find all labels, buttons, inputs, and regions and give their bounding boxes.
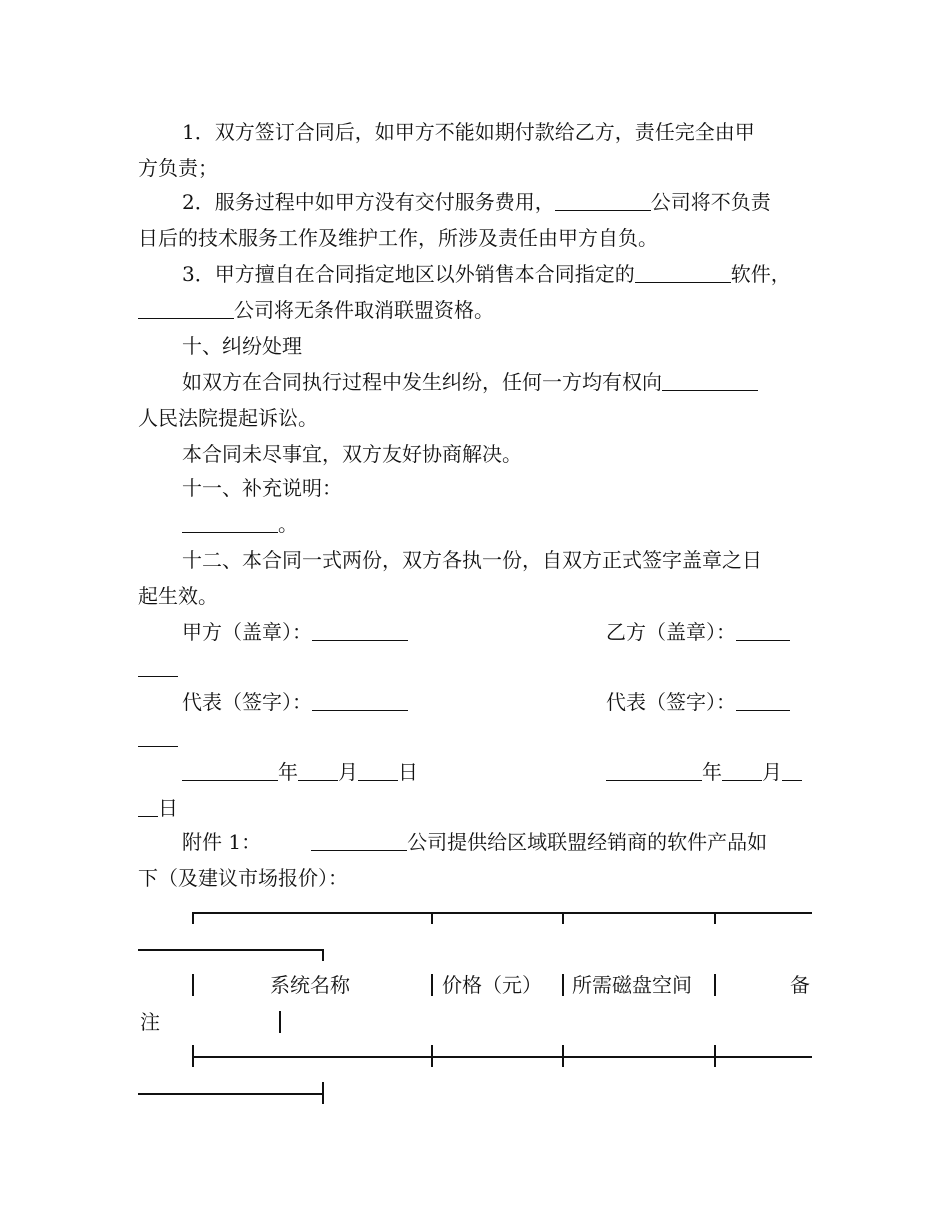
- effect-line-1: [138, 546, 862, 574]
- day-label: 日: [398, 760, 418, 784]
- day-label: 日: [158, 796, 178, 820]
- dispute-line-1: [138, 368, 862, 396]
- table-tick: [562, 912, 564, 924]
- party-b-seal-blank[interactable]: [736, 620, 790, 641]
- company-blank[interactable]: [555, 190, 651, 211]
- rep-b-line-cont: [138, 724, 818, 752]
- date-b-month-blank[interactable]: [722, 760, 762, 781]
- attachment-company-blank[interactable]: [311, 830, 407, 851]
- effect-text-cont: 起生效。: [138, 584, 218, 608]
- software-blank[interactable]: [635, 262, 731, 283]
- dispute-note-text: 本合同未尽事宜，双方友好协商解决。: [182, 442, 522, 466]
- date-a-month-blank[interactable]: [298, 760, 338, 781]
- dispute-heading: [138, 332, 862, 360]
- rep-b-line: [606, 688, 790, 716]
- company-blank[interactable]: [138, 298, 234, 319]
- dispute-text-cont: 人民法院提起诉讼。: [138, 406, 318, 430]
- year-label: 年: [702, 760, 722, 784]
- dispute-heading-text: 十、纠纷处理: [182, 334, 302, 358]
- rep-b-blank-cont[interactable]: [138, 726, 178, 747]
- date-b-day-blank-cont[interactable]: [138, 796, 158, 817]
- attachment-text: 公司提供给区域联盟经销商的软件产品如: [407, 830, 768, 854]
- supplement-heading: [138, 474, 862, 502]
- clause-3-text-cont: 公司将无条件取消联盟资格。: [234, 298, 494, 322]
- date-b-day-blank[interactable]: [782, 760, 802, 781]
- table-col-divider: [562, 974, 564, 996]
- clause-3-text-tail: 软件，: [730, 262, 791, 286]
- date-a-year-blank[interactable]: [182, 760, 278, 781]
- party-b-seal-line: [606, 618, 790, 646]
- table-top-border: [192, 912, 812, 914]
- clause-2-line-2: [138, 224, 818, 252]
- month-label: 月: [762, 760, 782, 784]
- table-cross: [562, 1045, 564, 1067]
- party-b-seal-line-cont: [138, 654, 818, 682]
- clause-1-text-cont: 方负责；: [138, 156, 218, 180]
- table-tick: [714, 912, 716, 924]
- clause-2-text-cont: 日后的技术服务工作及维护工作，所涉及责任由甲方自负。: [138, 226, 658, 250]
- table-corner-top-left: [192, 912, 194, 924]
- date-b-line: [606, 758, 802, 786]
- table-col-divider: [279, 1011, 281, 1033]
- party-a-seal-label: 甲方（盖章）：: [182, 620, 312, 644]
- date-b-year-blank[interactable]: [606, 760, 702, 781]
- dispute-text: 如双方在合同执行过程中发生纠纷，任何一方均有权向: [182, 370, 662, 394]
- supplement-heading-text: 十一、补充说明：: [182, 476, 342, 500]
- clause-2-text-tail: 公司将不负责: [650, 190, 771, 214]
- table-col-divider: [714, 974, 716, 996]
- clause-1-line-1: [138, 118, 862, 146]
- table-header-separator: [192, 1056, 812, 1058]
- clause-1-text: 1．双方签订合同后，如甲方不能如期付款给乙方，责任完全由甲: [182, 120, 755, 144]
- col-header-name: 系统名称: [270, 973, 350, 997]
- supplement-end: 。: [278, 512, 298, 536]
- table-col-divider: [431, 974, 433, 996]
- table-top-border-cont: [138, 949, 324, 951]
- court-blank[interactable]: [662, 370, 758, 391]
- attachment-label: 附件 1：: [182, 830, 262, 854]
- rep-a-blank[interactable]: [312, 690, 408, 711]
- clause-3-text: 3．甲方擅自在合同指定地区以外销售本合同指定的: [182, 262, 635, 286]
- attachment-line-2: [138, 864, 818, 892]
- table-tick: [431, 912, 433, 924]
- table-col-divider: [192, 974, 194, 996]
- table-corner-top-right: [322, 949, 324, 961]
- year-label: 年: [278, 760, 298, 784]
- clause-2-text: 2．服务过程中如甲方没有交付服务费用，: [182, 190, 555, 214]
- col-header-note-cont: 注: [140, 1010, 160, 1034]
- effect-text: 十二、本合同一式两份，双方各执一份，自双方正式签字盖章之日: [182, 548, 762, 572]
- date-b-line-cont: [138, 794, 818, 822]
- attachment-line-1: [138, 828, 862, 856]
- party-b-seal-label: 乙方（盖章）：: [606, 620, 736, 644]
- clause-1-line-2: [138, 154, 818, 182]
- rep-a-label: 代表（签字）：: [182, 690, 312, 714]
- table-cross: [714, 1045, 716, 1067]
- table-cross: [431, 1045, 433, 1067]
- clause-2-line-1: [138, 188, 862, 216]
- dispute-note: [138, 440, 862, 468]
- party-a-seal-blank[interactable]: [312, 620, 408, 641]
- clause-3-line-1: [138, 260, 862, 288]
- clause-3-line-2: [138, 296, 818, 324]
- col-header-note: 备: [790, 973, 810, 997]
- rep-b-label: 代表（签字）：: [606, 690, 736, 714]
- col-header-price: 价格（元）: [442, 973, 542, 997]
- table-header-separator-cont: [138, 1093, 324, 1095]
- date-a-day-blank[interactable]: [358, 760, 398, 781]
- table-tee-right: [322, 1082, 324, 1104]
- rep-b-blank[interactable]: [736, 690, 790, 711]
- month-label: 月: [338, 760, 358, 784]
- col-header-disk: 所需磁盘空间: [572, 973, 692, 997]
- dispute-line-2: [138, 404, 818, 432]
- supplement-line: [138, 510, 862, 538]
- supplement-blank[interactable]: [182, 512, 278, 533]
- party-b-seal-blank-cont[interactable]: [138, 656, 178, 677]
- effect-line-2: [138, 582, 818, 610]
- attachment-text-cont: 下（及建议市场报价）：: [138, 866, 348, 890]
